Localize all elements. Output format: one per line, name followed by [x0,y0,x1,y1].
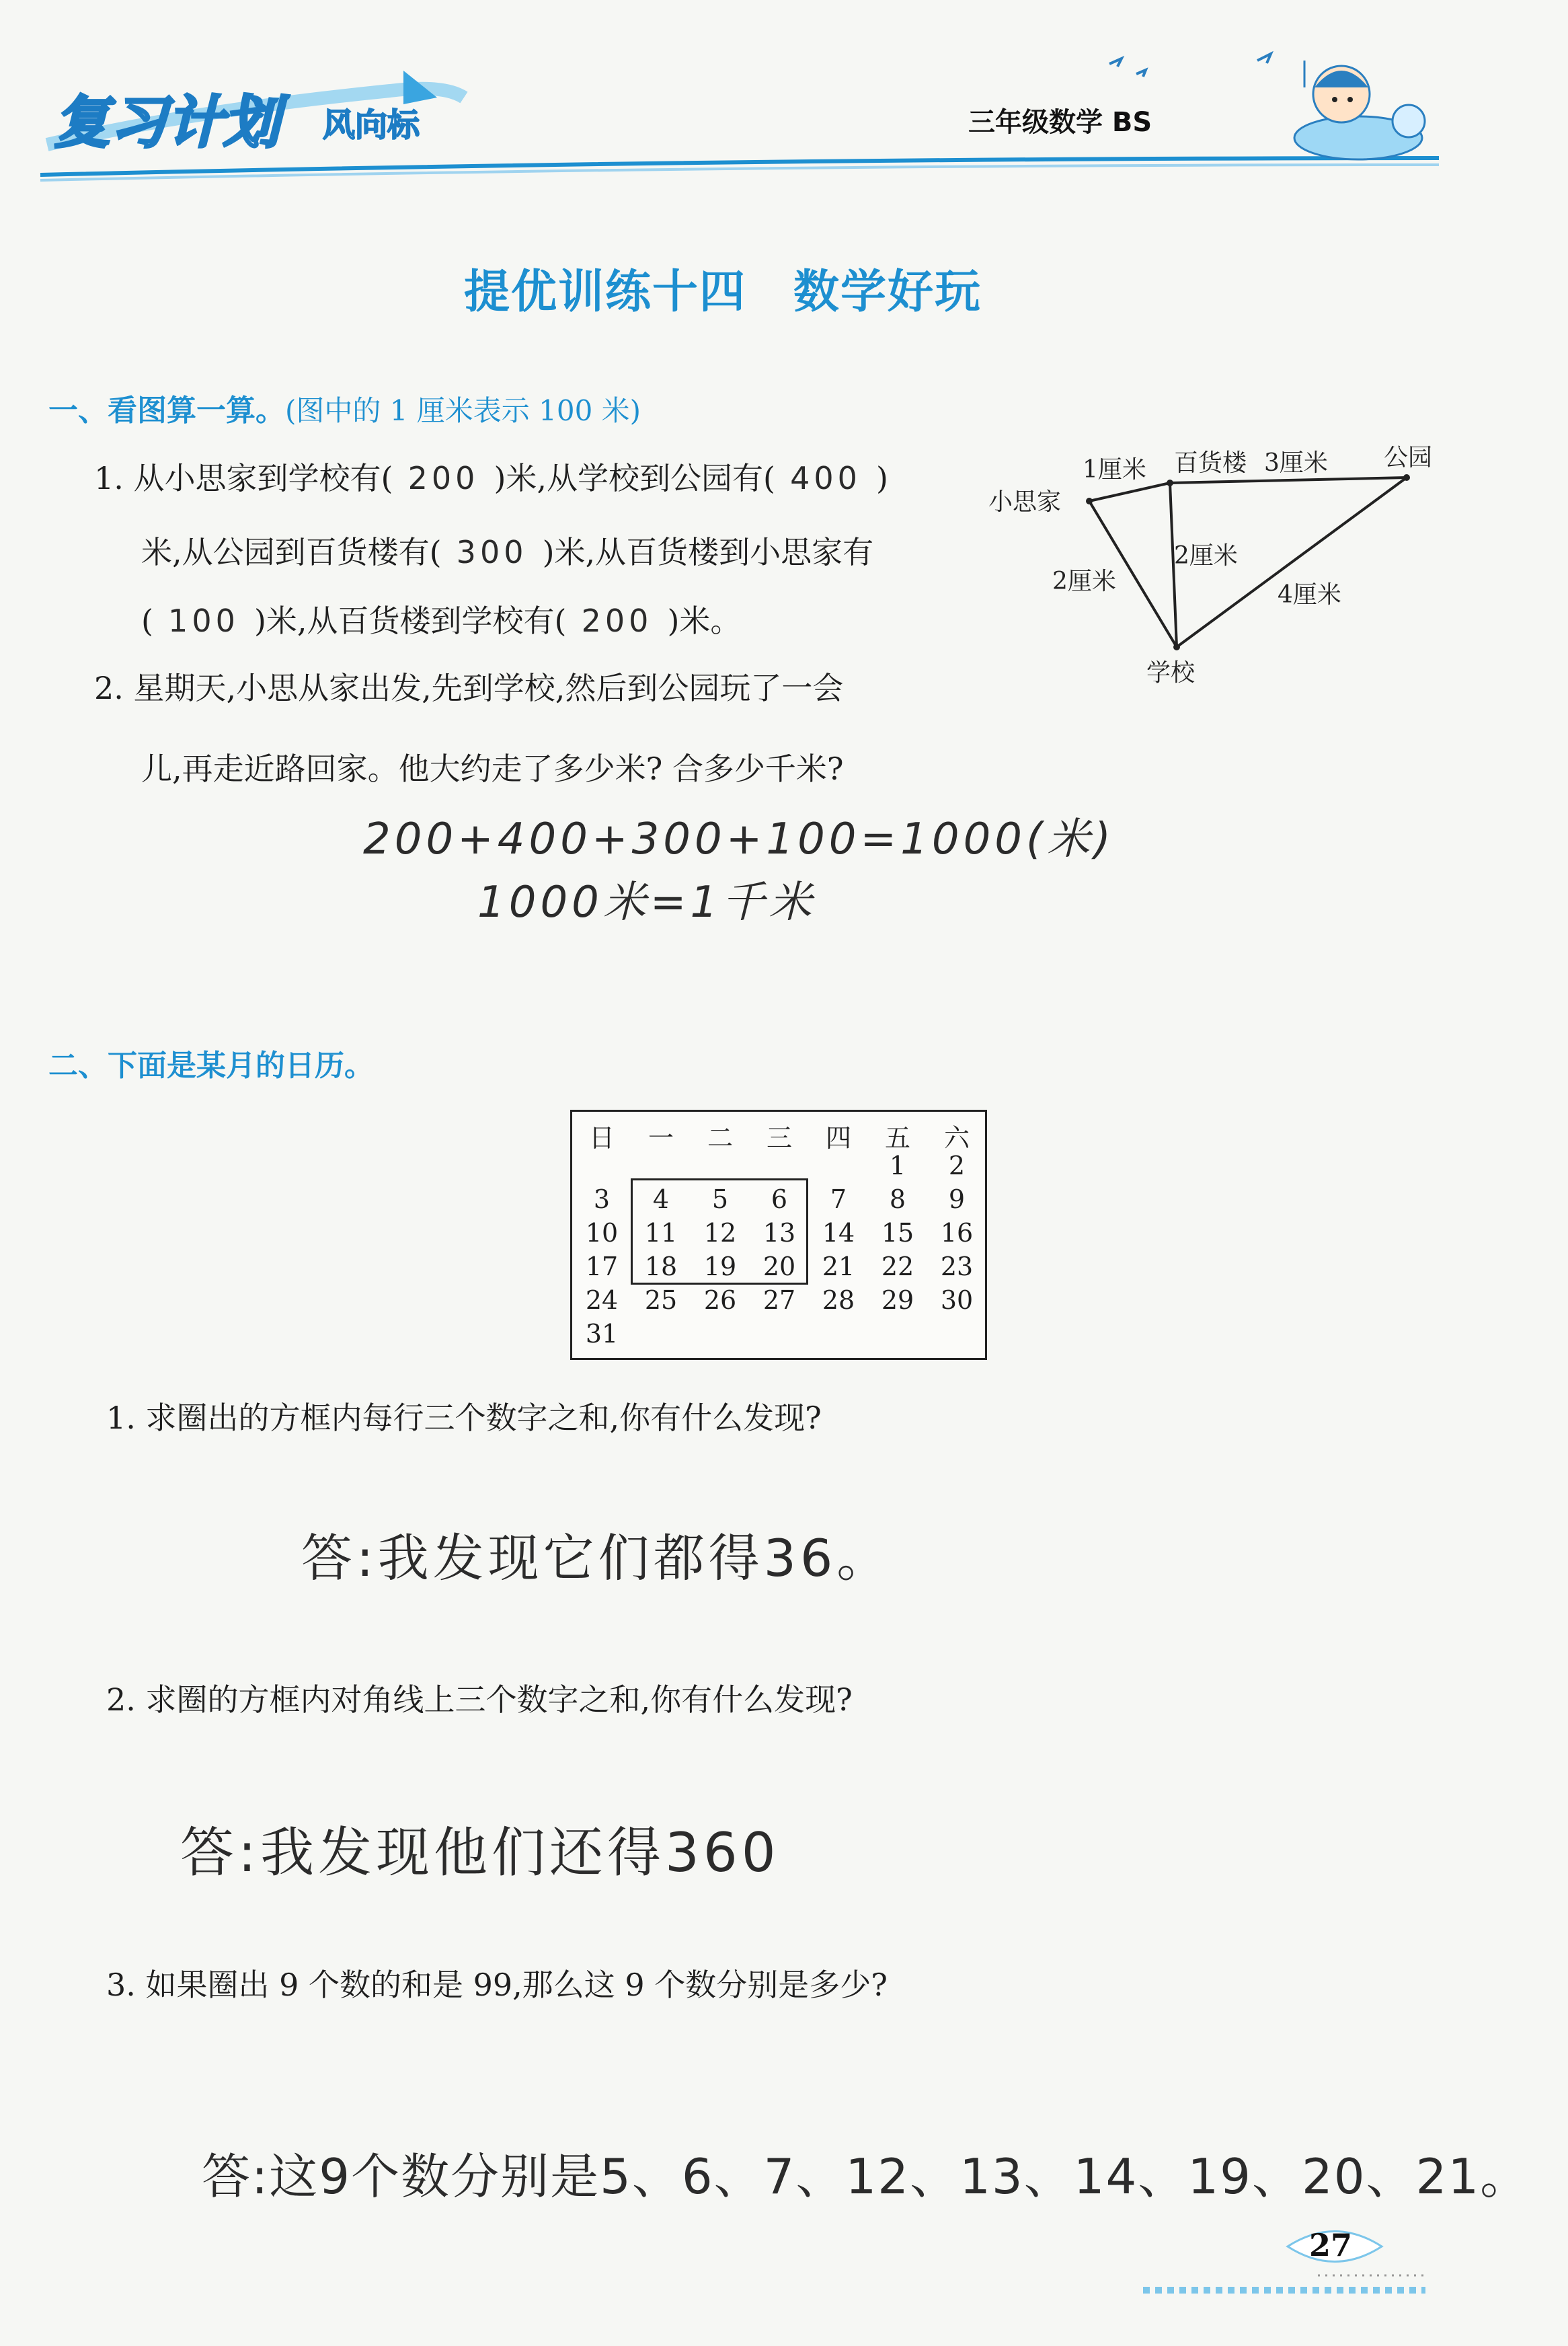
map-dist-home-store: 1厘米 [1083,456,1146,484]
calendar-header: 三 [766,1123,792,1153]
calendar-day: 11 [644,1218,678,1248]
calendar-day: 28 [822,1285,855,1315]
s1-q2-work2: 1000米=1千米 [477,878,816,928]
calendar-day: 29 [881,1285,914,1315]
calendar-day: 21 [822,1252,855,1281]
s2-q2-answer: 答:我发现他们还得360 [180,1821,780,1884]
calendar-day: 12 [703,1218,737,1248]
calendar-day: 8 [889,1184,906,1214]
calendar-day: 14 [822,1218,855,1248]
calendar-day: 3 [593,1184,611,1214]
route-map-diagram [982,430,1493,699]
s1-q1-answer4: 100 [168,603,239,639]
calendar-day: 4 [652,1184,670,1214]
section-1-note: (图中的 1 厘米表示 100 米) [285,394,641,427]
calendar-day: 16 [940,1218,974,1248]
calendar-day: 10 [585,1218,619,1248]
s1-q1-text7: )米。 [667,603,742,639]
calendar-header: 一 [648,1123,674,1153]
calendar-day: 17 [585,1252,619,1281]
s1-q1-text1: 从小思家到学校有( [133,460,393,496]
s2-q1-answer: 答:我发现它们都得36。 [301,1528,892,1588]
s1-q2-text1: 星期天,小思从家出发,先到学校,然后到公园玩了一会 [133,670,844,706]
section-2-heading: 二、下面是某月的日历。 [48,1049,374,1083]
calendar-day: 26 [703,1285,737,1315]
s1-q1-line3 [141,584,982,658]
s1-q1-answer5: 200 [581,603,653,639]
s1-q2-num: 2. [94,670,124,706]
section-1-heading-text: 一、看图算一算。 [48,393,285,428]
s1-q1-text3: 米,从公园到百货楼有( [141,534,442,570]
calendar-day: 1 [889,1151,906,1180]
s2-q1-text: 1. 求圈出的方框内每行三个数字之和,你有什么发现? [106,1400,822,1436]
calendar-day: 25 [644,1285,678,1315]
calendar-day: 19 [703,1252,737,1281]
calendar-day: 6 [771,1184,788,1214]
s1-q1-text5: ( [141,603,153,639]
map-dist-school-park: 4厘米 [1278,581,1341,609]
calendar-day: 27 [762,1285,796,1315]
s1-q1-answer1: 200 [407,460,479,496]
calendar-header: 六 [943,1123,970,1153]
s1-q1-answer3: 300 [456,534,528,570]
page-number-badge [1274,2216,1395,2277]
s1-q2-line1 [94,651,982,725]
calendar-header: 日 [588,1123,615,1153]
map-dist-store-school: 2厘米 [1174,542,1238,570]
s2-q3-answer: 答:这9个数分别是5、6、7、12、13、14、19、20、21。 [202,2148,1530,2205]
calendar-day: 22 [881,1252,914,1281]
map-label-park: 公园 [1384,444,1433,471]
calendar-day: 30 [940,1285,974,1315]
logo-sub-text: 风向标 [323,106,420,144]
calendar-day: 2 [948,1151,966,1180]
mascot-illustration [1278,47,1432,168]
map-dist-store-park: 3厘米 [1264,449,1328,477]
map-label-home: 小思家 [988,488,1062,516]
s1-q1-line2 [141,515,982,589]
calendar-day: 5 [711,1184,729,1214]
s2-q2-text: 2. 求圈的方框内对角线上三个数字之和,你有什么发现? [106,1681,853,1718]
s1-q2-line2: 儿,再走近路回家。他大约走了多少米? 合多少千米? [141,751,844,787]
calendar-day: 13 [762,1218,796,1248]
calendar-day: 9 [948,1184,966,1214]
logo [40,64,471,165]
calendar-header: 二 [707,1123,733,1153]
calendar-day: 18 [644,1252,678,1281]
calendar-day: 7 [830,1184,847,1214]
calendar-header: 四 [825,1123,851,1153]
calendar-day: 24 [585,1285,619,1315]
page-footer-dots [1143,2270,1432,2297]
calendar-day: 15 [881,1218,914,1248]
grade-label: 三年级数学 BS [968,107,1152,138]
section-1-heading [48,386,641,429]
calendar-selection-box [631,1178,808,1285]
s1-q1-text2: )米,从学校到公园有( [494,460,775,496]
s1-q1-answer2: 400 [790,460,861,496]
logo-main-text: 复习计划 [54,89,280,155]
calendar-header: 五 [884,1123,910,1153]
s2-q3-text: 3. 如果圈出 9 个数的和是 99,那么这 9 个数分别是多少? [106,1967,888,2003]
s1-q1-num: 1. [94,460,124,496]
page-number: 27 [1309,2227,1353,2263]
page-title: 提优训练十四 数学好玩 [464,265,982,319]
calendar-day: 20 [762,1252,796,1281]
s1-q1-line1: 1. 从小思家到学校有( 200 )米,从学校到公园有( 400 ) [94,441,968,515]
calendar-day: 23 [940,1252,974,1281]
calendar-day: 31 [585,1319,619,1349]
s1-q1-text6: )米,从百货楼到学校有( [253,603,567,639]
map-dist-home-school: 2厘米 [1052,568,1116,595]
map-label-store: 百货楼 [1174,449,1247,477]
s1-q2-work1: 200+400+300+100=1000(米) [363,815,1115,864]
s1-q1-text4: )米,从百货楼到小思家有 [542,534,874,570]
map-label-school: 学校 [1146,659,1195,687]
